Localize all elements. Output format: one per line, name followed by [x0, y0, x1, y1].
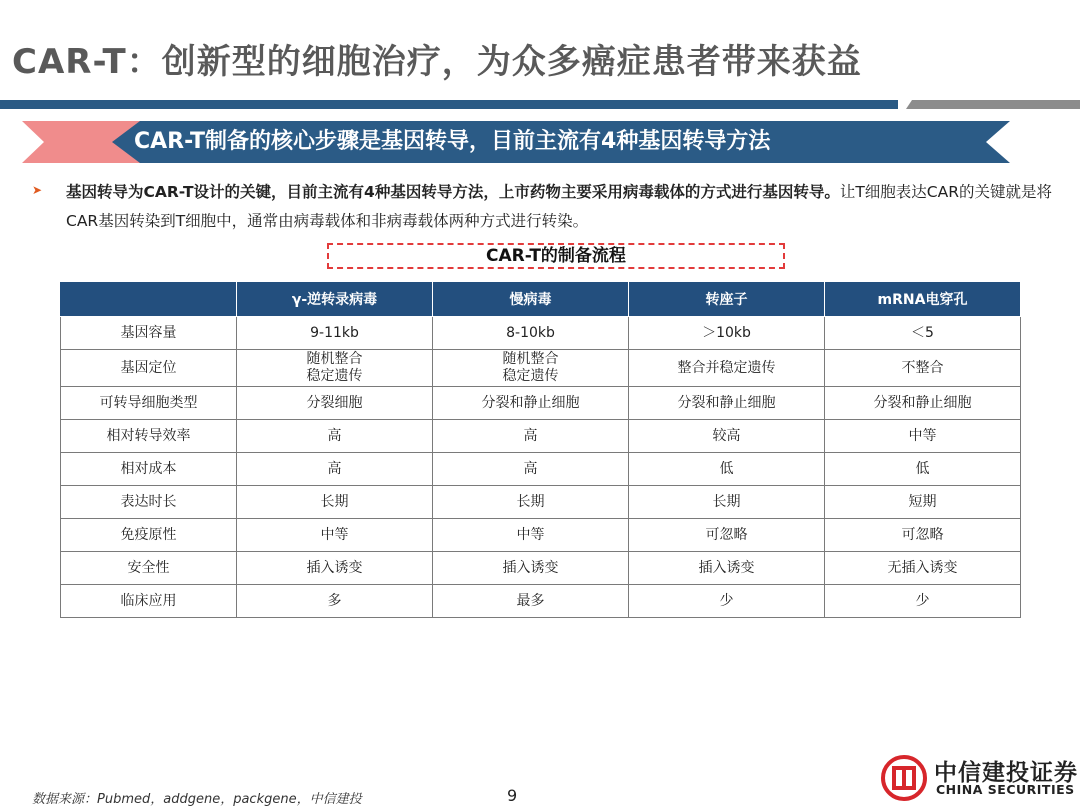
table-cell: 中等 [237, 519, 433, 552]
table-cell: 最多 [433, 585, 629, 618]
data-source-note: 数据来源：Pubmed，addgene，packgene，中信建投 [32, 792, 362, 807]
table-cell: 少 [629, 585, 825, 618]
table-cell: 插入诱变 [629, 552, 825, 585]
table-cell: 不整合 [825, 350, 1021, 387]
table-header-cell: 慢病毒 [433, 282, 629, 317]
table-cell: 长期 [237, 486, 433, 519]
table-cell: 分裂细胞 [237, 387, 433, 420]
table-header-cell [61, 282, 237, 317]
table-cell: 无插入诱变 [825, 552, 1021, 585]
table-cell: 可忽略 [825, 519, 1021, 552]
bullet-paragraph [66, 178, 1056, 236]
page-number: 9 [507, 786, 518, 805]
table-cell: 高 [433, 453, 629, 486]
row-label: 表达时长 [61, 486, 237, 519]
table-cell: 低 [629, 453, 825, 486]
table-cell: 随机整合 稳定遗传 [237, 350, 433, 387]
table-row [61, 552, 1021, 585]
row-label: 免疫原性 [61, 519, 237, 552]
table-header-cell: 转座子 [629, 282, 825, 317]
table-row [61, 387, 1021, 420]
table-cell: 随机整合 稳定遗传 [433, 350, 629, 387]
table-cell: 分裂和静止细胞 [433, 387, 629, 420]
row-label: 基因容量 [61, 317, 237, 350]
logo-chinese-name: 中信建投证券 [934, 760, 1078, 786]
table-cell: 可忽略 [629, 519, 825, 552]
table-cell: 插入诱变 [433, 552, 629, 585]
row-label: 相对转导效率 [61, 420, 237, 453]
table-cell: 高 [237, 453, 433, 486]
table-cell: 较高 [629, 420, 825, 453]
title-underline-blue [0, 100, 898, 109]
bullet-bold-text: 基因转导为CAR-T设计的关键，目前主流有4种基因转导方法，上市药物主要采用病毒载体的方式进行基因转导。 [66, 183, 840, 201]
table-cell: 长期 [629, 486, 825, 519]
section-banner-text: CAR-T制备的核心步骤是基因转导，目前主流有4种基因转导方法 [134, 129, 771, 154]
table-cell: 中等 [433, 519, 629, 552]
logo-english-name: CHINA SECURITIES [936, 782, 1075, 797]
table-cell: 9-11kb [237, 317, 433, 350]
table-row [61, 453, 1021, 486]
row-label: 相对成本 [61, 453, 237, 486]
table-header-row [61, 282, 1021, 317]
table-cell: 多 [237, 585, 433, 618]
table-cell: 少 [825, 585, 1021, 618]
table-cell: 整合并稳定遗传 [629, 350, 825, 387]
table-cell: 高 [237, 420, 433, 453]
row-label: 安全性 [61, 552, 237, 585]
table-row [61, 420, 1021, 453]
table-header-cell: mRNA电穿孔 [825, 282, 1021, 317]
table-row [61, 486, 1021, 519]
title-underline-gray [906, 100, 1080, 109]
process-label-box: CAR-T的制备流程 [327, 243, 785, 269]
table-row [61, 350, 1021, 387]
table-header-cell: γ-逆转录病毒 [237, 282, 433, 317]
bullet-arrow-icon: ➤ [32, 183, 43, 197]
bullet-normal-text: 让T细胞表达CAR的关键就是将CAR基因转染到T细胞中，通常由病毒载体和非病毒载体两种方式进行转染。 [66, 183, 1052, 230]
table-cell: ＞10kb [629, 317, 825, 350]
table-cell: 长期 [433, 486, 629, 519]
slide-title: CAR-T：创新型的细胞治疗，为众多癌症患者带来获益 [12, 42, 862, 82]
table-cell: 分裂和静止细胞 [629, 387, 825, 420]
row-label: 基因定位 [61, 350, 237, 387]
row-label: 临床应用 [61, 585, 237, 618]
table-cell: 插入诱变 [237, 552, 433, 585]
table-row [61, 519, 1021, 552]
table-cell: 低 [825, 453, 1021, 486]
citic-logo-icon [880, 754, 928, 802]
table-cell: 分裂和静止细胞 [825, 387, 1021, 420]
table-cell: 高 [433, 420, 629, 453]
table-row [61, 585, 1021, 618]
gene-transduction-table [60, 281, 1021, 618]
row-label: 可转导细胞类型 [61, 387, 237, 420]
table-cell: 短期 [825, 486, 1021, 519]
table-cell: 中等 [825, 420, 1021, 453]
table-row [61, 317, 1021, 350]
table-cell: 8-10kb [433, 317, 629, 350]
table-cell: ＜5 [825, 317, 1021, 350]
